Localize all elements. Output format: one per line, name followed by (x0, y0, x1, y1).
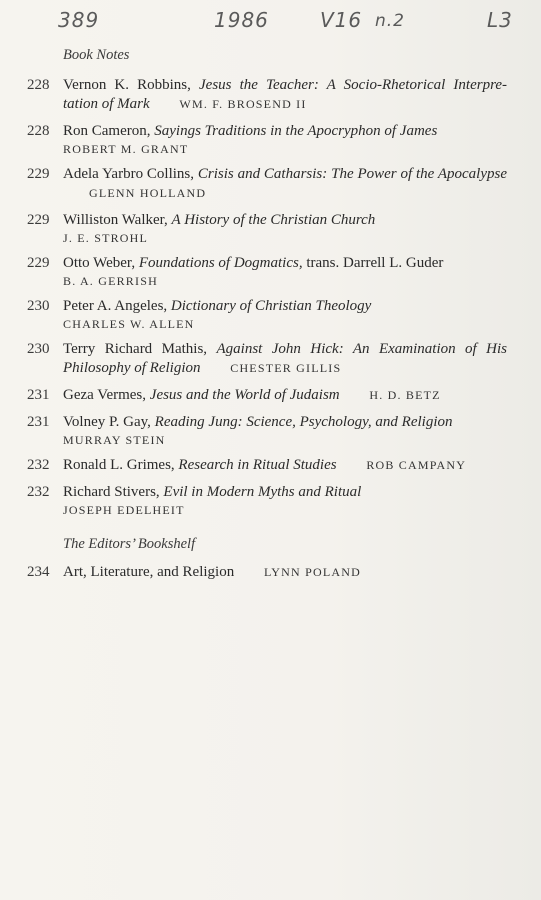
handwritten-year: 1986 (214, 8, 269, 32)
page-number: 228 (27, 77, 50, 93)
entry-author: Otto Weber, (63, 255, 136, 271)
entry-body (63, 165, 507, 203)
list-item (27, 165, 507, 203)
entry-reviewer: JOSEPH EDELHEIT (63, 503, 185, 517)
entry-body (63, 413, 507, 448)
list-item (27, 254, 507, 289)
entry-title: Research in Ritual Studies (178, 457, 337, 473)
entry-reviewer: MURRAY STEIN (63, 433, 166, 447)
entry-reviewer: CHESTER GILLIS (230, 361, 342, 375)
page-number: 229 (27, 166, 50, 182)
entry-title: Jesus the Teacher: A Socio-Rhetorical Interpre-tation of Mark (63, 77, 508, 112)
handwritten-number: 389 (58, 8, 100, 32)
page-number: 232 (27, 457, 50, 473)
entry-author: Vernon K. Robbins, (63, 77, 191, 93)
entry-author: Peter A. Angeles, (63, 298, 168, 314)
entry-reviewer: ROBERT M. GRANT (63, 142, 189, 156)
handwritten-issue: n.2 (375, 11, 405, 31)
page-number: 232 (27, 484, 50, 500)
entry-title: Sayings Traditions in the Apocryphon of James (154, 123, 438, 139)
list-item (27, 413, 507, 448)
page-number: 229 (27, 255, 50, 271)
handwritten-volume: V16 (320, 8, 363, 32)
entry-author: Geza Vermes, (63, 387, 147, 403)
list-item (27, 76, 507, 114)
page-number: 231 (27, 387, 50, 403)
entry-body (63, 340, 507, 378)
entry-title: A History of the Christian Church (171, 212, 376, 228)
entry-body (63, 456, 507, 475)
entry-body (63, 563, 507, 582)
list-item (27, 340, 507, 378)
entry-title: Reading Jung: Science, Psychology, and Religion (154, 414, 453, 430)
entry-title: Crisis and Catharsis: The Power of the Apocalypse (197, 166, 507, 182)
entry-title: Jesus and the World of Judaism (149, 387, 340, 403)
entry-body (63, 297, 507, 332)
entry-reviewer: LYNN POLAND (263, 565, 361, 579)
entry-reviewer: ROB CAMPANY (366, 458, 467, 472)
page-number: 230 (27, 298, 50, 314)
entry-body (63, 122, 507, 157)
list-item (27, 456, 507, 475)
page-number: 231 (27, 414, 50, 430)
entry-author: Volney P. Gay, (63, 414, 151, 430)
entry-reviewer: J. E. STROHL (63, 231, 149, 245)
list-item (27, 483, 507, 518)
list-item (27, 563, 507, 582)
entry-body (63, 483, 507, 518)
entry-author: Williston Walker, (63, 212, 168, 228)
entry-body (63, 211, 507, 246)
page-number: 230 (27, 341, 50, 357)
list-item (27, 211, 507, 246)
entry-body (63, 76, 507, 114)
list-item (27, 386, 507, 405)
entry-body (63, 386, 507, 405)
page-number: 234 (27, 564, 50, 580)
entry-author: Ronald L. Grimes, (63, 457, 175, 473)
entry-reviewer: WM. F. BROSEND II (179, 97, 307, 111)
section-title-editors-bookshelf: The Editors’ Bookshelf (63, 536, 196, 552)
entry-reviewer: GLENN HOLLAND (89, 186, 207, 200)
entry-subject: Art, Literature, and Religion (63, 564, 235, 580)
entry-title: Evil in Modern Myths and Ritual (163, 484, 362, 500)
entry-reviewer: B. A. GERRISH (63, 274, 158, 288)
list-item (27, 297, 507, 332)
entry-author: Terry Richard Mathis, (63, 341, 208, 357)
list-item (27, 122, 507, 157)
table-of-contents (27, 47, 507, 590)
entry-body (63, 254, 507, 289)
entry-translator: trans. Darrell L. Guder (306, 255, 444, 271)
section-title-book-notes: Book Notes (63, 47, 130, 63)
entry-author: Ron Cameron, (63, 123, 151, 139)
entry-title: Foundations of Dogmatics, (138, 255, 303, 271)
page-number: 229 (27, 212, 50, 228)
entry-title: Against John Hick: An Examination of His Philosophy of Religion (63, 341, 508, 376)
entry-title: Dictionary of Christian Theology (170, 298, 372, 314)
entry-reviewer: H. D. BETZ (369, 388, 441, 402)
entry-reviewer: CHARLES W. ALLEN (63, 317, 195, 331)
entry-author: Richard Stivers, (63, 484, 160, 500)
handwritten-code: L3 (487, 8, 513, 32)
page-number: 228 (27, 123, 50, 139)
entry-author: Adela Yarbro Collins, (63, 166, 195, 182)
handwritten-annotations (0, 6, 541, 36)
